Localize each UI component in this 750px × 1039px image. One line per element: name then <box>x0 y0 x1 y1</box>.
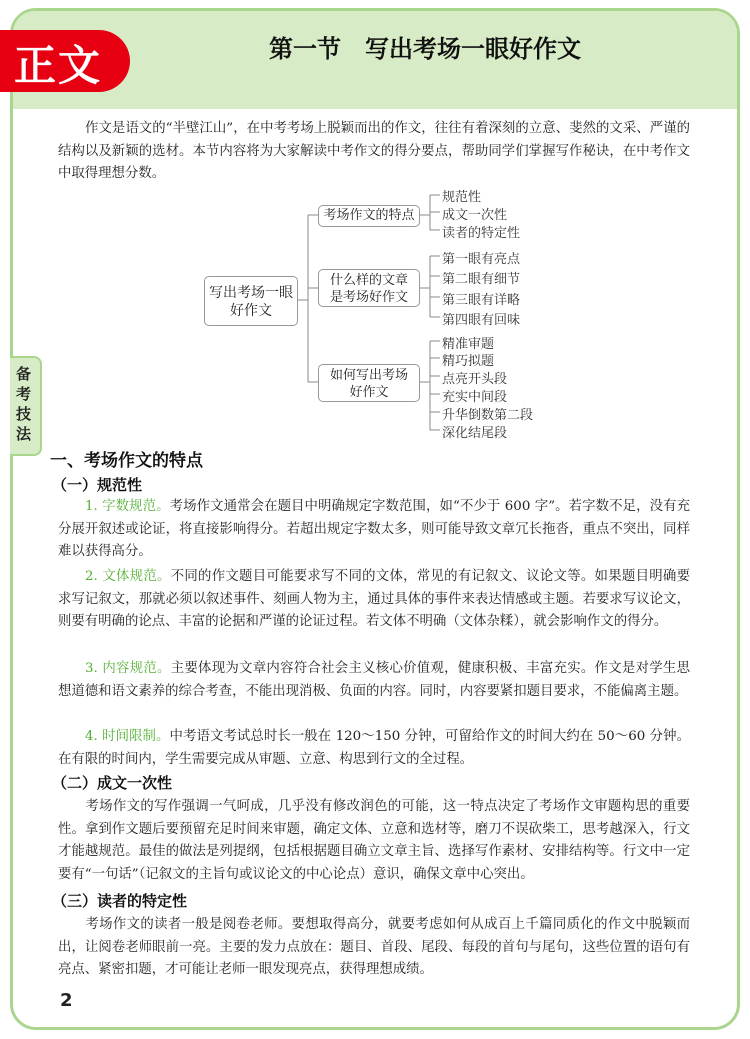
item-1-paragraph <box>58 496 690 564</box>
leaf-3-3: 点亮开头段 <box>442 372 508 387</box>
subsection-heading-2: （二）成文一次性 <box>52 774 173 792</box>
leaf-2-2: 第二眼有细节 <box>442 272 521 287</box>
branch-2-label: 什么样的文章是考场好作文 <box>329 273 408 305</box>
page-title: 第一节 写出考场一眼好作文 <box>269 35 581 63</box>
section-tag-label: 正文 <box>14 41 103 90</box>
leaf-2-4: 第四眼有回味 <box>442 313 521 328</box>
mind-map-branch-1 <box>318 205 420 227</box>
leaf-1-1: 规范性 <box>442 190 482 205</box>
side-tab-label: 备考技法 <box>16 365 32 443</box>
item-4-text: 中考语文考试总时长一般在 120～150 分钟，可留给作文的时间大约在 50～60 分钟。在有限的时间内，学生需要完成从审题、立意、构思到行文的全过程。 <box>58 729 690 767</box>
mind-map <box>0 0 750 460</box>
leaf-2-3: 第三眼有详略 <box>442 293 521 308</box>
item-4-paragraph <box>58 726 690 771</box>
branch-1-label: 考场作文的特点 <box>323 208 415 223</box>
sub3-text: 考场作文的读者一般是阅卷老师。要想取得高分，就要考虑如何从成百上千篇同质化的作文中脱颖而出，让阅卷老师眼前一亮。主要的发力点放在：题目、首段、尾段、每段的首句与尾句，这些位置的语句有亮点、紧密扣题，才可能让老师一眼发现亮点，获得理想成绩。 <box>58 917 690 978</box>
mind-map-branch-3 <box>318 364 420 402</box>
sub3-paragraph <box>58 914 690 982</box>
sub2-text: 考场作文的写作强调一气呵成，几乎没有修改润色的可能，这一特点决定了考场作文审题构思的重要性。拿到作文题后要预留充足时间来审题，确定文体、立意和选材等，磨刀不误砍柴工，思考越深入，行文才能越规范。最佳的做法是列提纲，包括根据题目确立文章主旨、选择写作素材、安排结构等。行文中一定要有“一句话”（记叙文的主旨句或议论文的中心论点）意识，确保文章中心突出。 <box>58 799 690 882</box>
page-number: 2 <box>60 990 73 1011</box>
leaf-1-3: 读者的特定性 <box>442 226 521 241</box>
leaf-2-1: 第一眼有亮点 <box>442 252 521 267</box>
leaf-3-2: 精巧拟题 <box>442 354 495 369</box>
leaf-1-2: 成文一次性 <box>442 208 508 223</box>
leaf-3-5: 升华倒数第二段 <box>442 408 534 423</box>
item-3-label: 3. 内容规范。 <box>85 661 171 676</box>
subsection-heading-1: （一）规范性 <box>52 476 143 494</box>
mind-map-branch-2 <box>318 269 420 307</box>
item-2-text: 不同的作文题目可能要求写不同的文体，常见的有记叙文、议论文等。如果题目明确要求写记叙文，那就必须以叙述事件、刻画人物为主，通过具体的事件来表达情感或主题。若要求写议论文，则要有明确的论点、丰富的论据和严谨的论证过程。若文体不明确（文体杂糅），就会影响作文的得分。 <box>58 569 690 630</box>
subsection-heading-3: （三）读者的特定性 <box>52 892 188 910</box>
section-heading: 一、考场作文的特点 <box>50 451 203 471</box>
sub2-paragraph <box>58 796 690 886</box>
leaf-3-6: 深化结尾段 <box>442 426 508 441</box>
leaf-3-4: 充实中间段 <box>442 390 508 405</box>
leaf-3-1: 精准审题 <box>442 337 495 352</box>
mind-map-root-label: 写出考场一眼好作文 <box>209 285 293 319</box>
branch-3-label: 如何写出考场好作文 <box>329 368 408 400</box>
intro-text: 作文是语文的“半壁江山”，在中考考场上脱颖而出的作文，往往有着深刻的立意、斐然的文采、严谨的结构以及新颖的选材。本节内容将为大家解读中考作文的得分要点，帮助同学们掌握写作秘诀，在中考作文中取得理想分数。 <box>58 121 690 182</box>
item-3-text: 主要体现为文章内容符合社会主义核心价值观，健康积极、丰富充实。作文是对学生思想道德和语文素养的综合考查，不能出现消极、负面的内容。同时，内容要紧扣题目要求，不能偏离主题。 <box>58 661 690 699</box>
item-4-label: 4. 时间限制。 <box>85 729 170 744</box>
item-2-label: 2. 文体规范。 <box>85 569 171 584</box>
item-1-text: 考场作文通常会在题目中明确规定字数范围，如“不少于 600 字”。若字数不足，没有充分展开叙述或论证，将直接影响得分。若超出规定字数太多，则可能导致文章冗长拖沓，重点不突出，同样难以获得高分。 <box>58 499 690 560</box>
mind-map-root <box>204 276 298 326</box>
item-2-paragraph <box>58 566 690 634</box>
item-3-paragraph <box>58 658 690 703</box>
item-1-label: 1. 字数规范。 <box>85 499 170 514</box>
